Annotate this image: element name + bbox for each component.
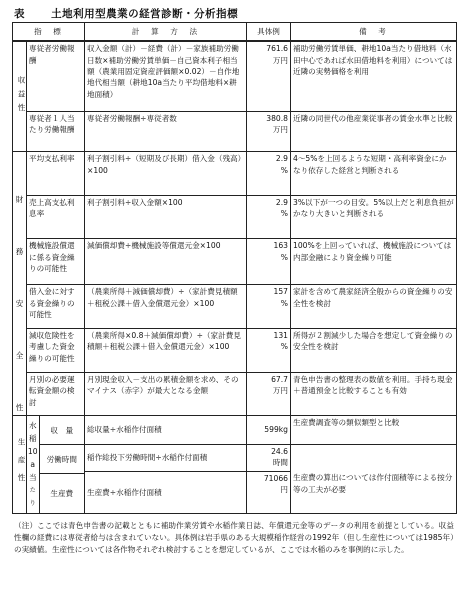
- example-cell: [247, 471, 291, 513]
- remarks-cell: 青色申告書の整理表の数値を利用。手持ち現金＋普通預金と比較することも有効: [291, 372, 457, 416]
- example-cell: [247, 372, 291, 416]
- section-financial: [13, 152, 27, 416]
- example-unit: %: [280, 209, 288, 219]
- table-row: [13, 329, 457, 373]
- table-title: [14, 6, 238, 21]
- example-unit: 万円: [272, 125, 288, 135]
- table-row: [13, 239, 457, 285]
- indicator-cell: 専従者１人当たり労働報酬: [27, 111, 85, 151]
- section-productivity-label: 生産性: [17, 438, 26, 492]
- remarks-cell: 補助労働労賃単価、耕地10a当たり借地料（水田中心であれば水田借地料を利用）については近隣の実勢価格を利用: [291, 41, 457, 111]
- example-unit: 時間: [272, 458, 288, 467]
- example-value: 67.7: [271, 374, 288, 384]
- section-productivity: [13, 416, 27, 514]
- footnote: （注）ここでは青色申告書の記載とともに補助作業労賃や水稲作業日誌、年償還元金等のデータの利用を前提としている。収益性欄の経費には専従者給与は含まれていない。具体例は岩手県のある大規模稲作経営の1992年（但し生産性については1985年）の実績値。生産性については各作物それぞれ検討することを想定しているが、ここでは水稲のみを事例的に示した。: [14, 521, 454, 554]
- section-financial-char-2: 務: [15, 246, 24, 256]
- method-cell: 生産費÷水稲作付面積: [85, 471, 247, 513]
- remarks-cell: [291, 444, 457, 471]
- remarks-cell: 生産費の算出については作付面積等による按分等の工夫が必要: [291, 471, 457, 513]
- section-financial-char-4: 全: [15, 350, 24, 360]
- indicator-cell: 減収危険性を考慮した資金繰りの可能性: [27, 329, 85, 373]
- table-row: [13, 285, 457, 329]
- table-row: [13, 195, 457, 239]
- crop-char: 稲: [28, 434, 37, 444]
- example-cell: [247, 444, 291, 471]
- example-value: 2.9: [275, 154, 288, 164]
- example-unit: kg: [278, 425, 288, 435]
- indicator-cell: 月別の必要運転資金額の検討: [27, 372, 85, 416]
- indicator-cell: 専従者労働報酬: [27, 41, 85, 111]
- example-value: 163: [273, 241, 288, 251]
- remarks-cell: 所得が２割減少した場合を想定して資金繰りの安全性を検討: [291, 329, 457, 373]
- example-cell: [247, 285, 291, 329]
- crop-char: 10: [27, 447, 38, 457]
- indicator-cell: 売上高支払利息率: [27, 195, 85, 239]
- example-cell: [247, 329, 291, 373]
- method-cell: （農業所得×0.8＋減価償却費）÷（家計費見積額＋租税公課＋借入金償還元金）×100: [85, 329, 247, 373]
- method-cell: 月別現金収入－支出の累積金額を求め、そのマイナス（赤字）が最大となる金額: [85, 372, 247, 416]
- method-cell: 利子割引料÷（短期及び長期）借入金（残高）×100: [85, 152, 247, 196]
- remarks-cell: 生産費調査等の類似類型と比較: [291, 416, 457, 444]
- header-method: 計 算 方 法: [85, 23, 247, 42]
- crop-char: たり: [29, 487, 36, 508]
- example-cell: [247, 152, 291, 196]
- header-indicator: 指 標: [13, 23, 85, 42]
- method-cell: 専従者労働報酬÷専従者数: [85, 111, 247, 151]
- example-value: 157: [273, 287, 288, 297]
- example-value: 131: [273, 331, 288, 341]
- diagnostic-table: [12, 22, 457, 514]
- crop-char: a: [30, 460, 36, 470]
- remarks-cell: 家計を含めて農家経済全般からの資金繰りの安全性を検討: [291, 285, 457, 329]
- table-row: [13, 372, 457, 416]
- header-row: [13, 23, 457, 42]
- remarks-cell: 3%以下が一つの目安。5%以上だと利息負担がかなり大きいと判断される: [291, 195, 457, 239]
- example-cell: [247, 239, 291, 285]
- section-financial-char-1: 財: [15, 194, 24, 204]
- method-cell: 利子割引料÷収入金額×100: [85, 195, 247, 239]
- section-financial-char-3: 安: [15, 298, 24, 308]
- indicator-cell: 平均支払利率: [27, 152, 85, 196]
- example-unit: %: [280, 252, 288, 262]
- example-value: 71066: [263, 473, 288, 483]
- header-remarks: 備 考: [291, 23, 457, 42]
- example-value: 24.6: [271, 446, 288, 456]
- method-cell: 稲作総投下労働時間÷水稲作付面積: [85, 444, 247, 471]
- example-cell: [247, 41, 291, 111]
- section-profit: [13, 41, 27, 152]
- example-cell: [247, 195, 291, 239]
- table-row: [13, 41, 457, 111]
- example-unit: %: [280, 165, 288, 175]
- indicator-cell: 生産費: [50, 489, 74, 499]
- table-row: [13, 152, 457, 196]
- method-cell: 収入金額（計）－経費（計）－家族補助労働日数×補助労働労賃単価－自己資本利子相当額（農業用固定資産評価額×0.02）－自作地地代相当額（耕地10a当たり平均借地料×耕地面積）: [85, 41, 247, 111]
- table-title-text: 土地利用型農業の経営診断・分析指標: [51, 8, 239, 20]
- crop-per-10a: [27, 416, 39, 513]
- table-row: [13, 416, 457, 444]
- example-cell: [247, 416, 291, 444]
- method-cell: 減価償却費÷機械施設等償還元金×100: [85, 239, 247, 285]
- example-unit: 円: [280, 485, 288, 495]
- section-profit-label: 収益性: [17, 76, 26, 118]
- example-unit: %: [280, 298, 288, 308]
- indicator-cell: 機械施設償還に係る資金繰りの可能性: [27, 239, 85, 285]
- indicator-cell: 収 量: [39, 416, 84, 445]
- productivity-indicators: [27, 416, 85, 514]
- indicator-cell: 労働時間: [39, 445, 84, 474]
- example-value: 599: [264, 425, 279, 435]
- table-row: [13, 111, 457, 151]
- example-value: 761.6: [266, 44, 288, 54]
- example-unit: 万円: [272, 55, 288, 65]
- remarks-cell: 100%を上回っていれば、機械施設については内部金融により資金繰り可能: [291, 239, 457, 285]
- crop-char: 水: [28, 421, 37, 431]
- header-example: 具体例: [247, 23, 291, 42]
- method-cell: （農業所得＋減価償却費）÷（家計費見積額＋租税公課＋借入金償還元金）×100: [85, 285, 247, 329]
- example-value: 380.8: [266, 113, 288, 123]
- example-value: 2.9: [275, 197, 288, 207]
- table-label: 表: [14, 8, 25, 20]
- example-unit: 万円: [272, 386, 288, 396]
- example-cell: [247, 111, 291, 151]
- indicator-cell: 借入金に対する資金繰りの可能性: [27, 285, 85, 329]
- example-unit: %: [280, 342, 288, 352]
- crop-char: 当: [28, 473, 37, 483]
- remarks-cell: 近隣の同世代の他産業従事者の賃金水準と比較: [291, 111, 457, 151]
- method-cell: 総収量÷水稲作付面積: [85, 416, 247, 444]
- section-financial-char-5: 性: [15, 402, 24, 412]
- remarks-cell: 4～5%を上回るような短期・高利率資金にかなり依存した経営と判断される: [291, 152, 457, 196]
